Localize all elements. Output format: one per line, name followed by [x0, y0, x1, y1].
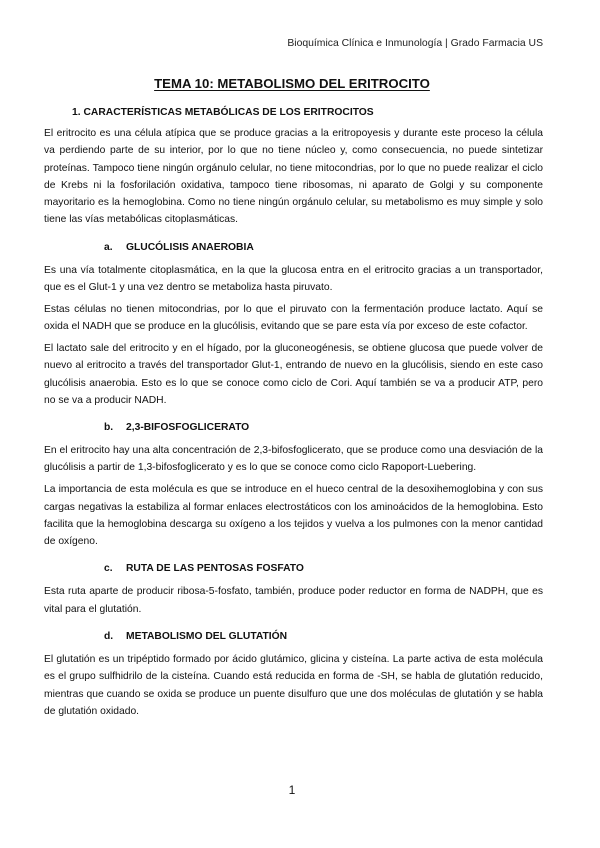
paragraph: El lactato sale del eritrocito y en el hígado, por la gluconeogénesis, se obtiene glucosa que puede volver de nuevo al eritrocito a través del transportador Glut-1, entrando de nuevo en la glucólisis, siendo en este caso glucólisis anaerobia. Esto es lo que se conoce como ciclo de Cori. Aquí también se va a producir ATP, pero no se va a producir NADH.: [44, 342, 543, 406]
paragraph: La importancia de esta molécula es que se introduce en el hueco central de la desoxihemoglobina y con sus cargas negativas la estabiliza al formar enlaces electrostáticos con los aminoácidos de la hemoglobina. Esto facilita que la hemoglobina descarga su oxígeno a los tejidos y vuelva a los pulmones con la menor cantidad de oxígeno.: [44, 484, 543, 548]
subsection-letter: a.: [104, 241, 113, 253]
section-heading-1: 1. CARACTERÍSTICAS METABÓLICAS DE LOS ERITROCITOS: [72, 107, 374, 118]
paragraph: Estas células no tienen mitocondrias, por lo que el piruvato con la fermentación produce lactato. Aquí se oxida el NADH que se produce en la glucólisis, evitando que se pare esta vía por exceso de este cofactor.: [44, 303, 543, 333]
subsection-title: GLUCÓLISIS ANAEROBIA: [126, 241, 254, 253]
subsection-title: METABOLISMO DEL GLUTATIÓN: [126, 631, 288, 643]
subsection-letter: d.: [104, 631, 114, 643]
subsection-heading-a: [44, 239, 543, 256]
subsection-letter: c.: [104, 563, 113, 575]
document-body: [44, 104, 543, 725]
subsection-title: 2,3-BIFOSFOGLICERATO: [126, 422, 250, 434]
paragraph: En el eritrocito hay una alta concentración de 2,3-bifosfoglicerato, que se produce como una desviación de la glucólisis a partir de 1,3-bifosfoglicerato y es lo que se conoce como ciclo Rapoport-Luebering.: [44, 445, 543, 474]
document-title: TEMA 10: METABOLISMO DEL ERITROCITO: [154, 76, 430, 91]
subsection-heading-c: [44, 560, 543, 577]
subsection-title: RUTA DE LAS PENTOSAS FOSFATO: [126, 563, 304, 575]
subsection-heading-b: [44, 419, 543, 436]
subsection-letter: b.: [104, 422, 114, 434]
page-number: 1: [288, 783, 296, 797]
paragraph: El glutatión es un tripéptido formado por ácido glutámico, glicina y cisteína. La parte activa de esta molécula es el grupo sulfhidrilo de la cisteína. Cuando está reducida en forma de -SH, se habla de glutatión reducido, mientras que cuando se oxida se produce un puente disulfuro que une dos moléculas de glutatión y se habla de glutatión oxidado.: [44, 654, 543, 717]
paragraph: Es una vía totalmente citoplasmática, en la que la glucosa entra en el eritrocito gracias a un transportador, que es el Glut-1 y una vez dentro se metaboliza hasta piruvato.: [44, 264, 543, 294]
running-header: Bioquímica Clínica e Inmunología | Grado Farmacia US: [287, 38, 543, 49]
subsection-heading-d: [44, 628, 543, 645]
paragraph: Esta ruta aparte de producir ribosa-5-fosfato, también, produce poder reductor en forma de NADPH, que es vital para el glutatión.: [44, 586, 543, 615]
paragraph: El eritrocito es una célula atípica que se produce gracias a la eritropoyesis y durante este proceso la célula va perdiendo parte de su interior, por lo que no tiene núcleo y, como consecuencia, no puede sintetizar proteínas. Tampoco tiene ningún orgánulo celular, no tiene mitocondrias, por lo que no puede realizar el ciclo de Krebs ni la fosforilación oxidativa, tampoco tiene ribosomas, ni aparato de Golgi y su componente mayoritario es la hemoglobina. Como no tiene ningún orgánulo celular, su metabolismo es muy simple y solo tiene las vías metabólicas citoplasmáticas.: [44, 128, 543, 226]
